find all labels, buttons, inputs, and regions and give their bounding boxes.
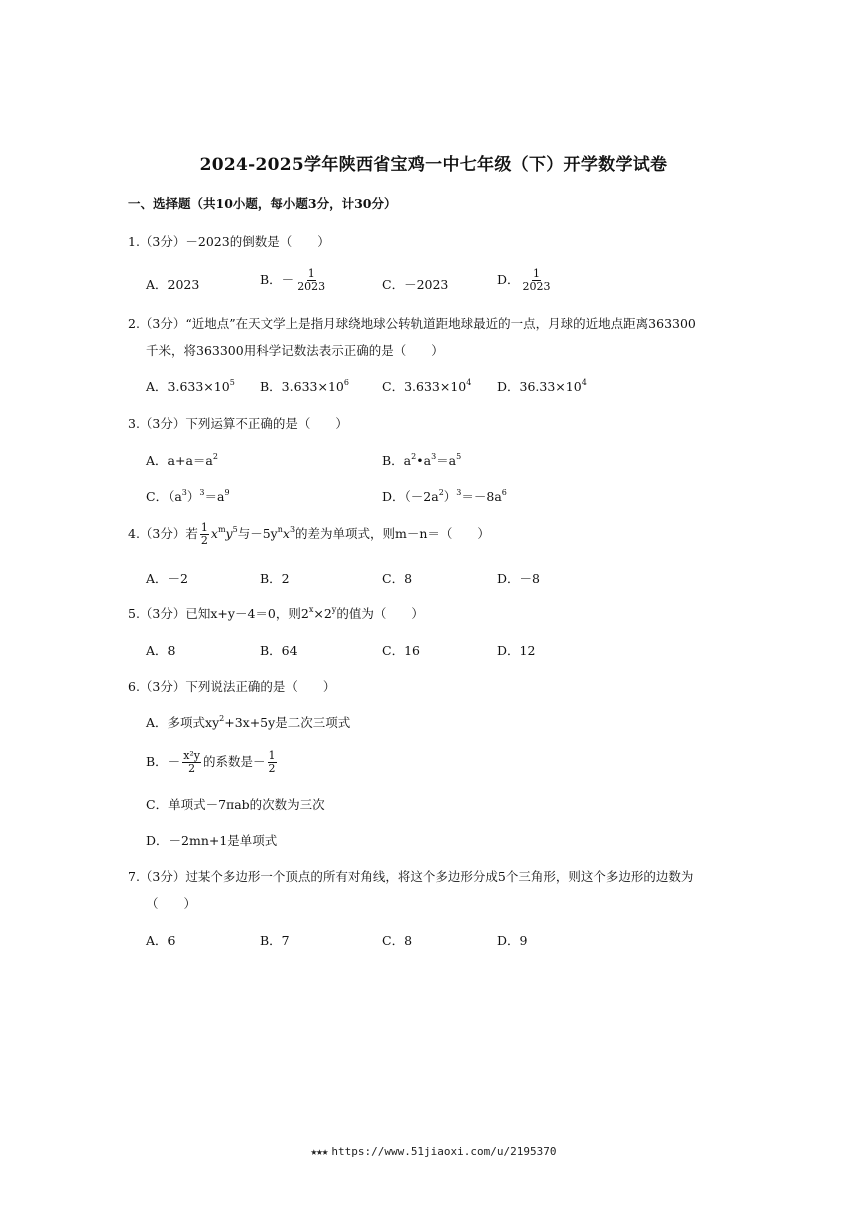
q5-option-c: C．16 [382, 643, 420, 658]
footer-url[interactable]: https://www.51jiaoxi.com/u/2195370 [331, 1145, 557, 1158]
page-title: 2024-2025学年陕西省宝鸡一中七年级（下）开学数学试卷 [199, 155, 668, 175]
q2-option-c: C．$3.633\times 10^4$ [382, 378, 472, 394]
q1-option-b: B．－ $\frac{1}{2023}$ [260, 267, 326, 293]
question-3-stem: 3.（3分）下列运算不正确的是（ ） [128, 416, 348, 431]
q7-option-b: B．7 [260, 933, 290, 948]
question-5-stem: 5.（3分）已知x+y－4＝0，则$2^x\times 2^y$的值为（ ） [128, 605, 424, 621]
question-1-stem: 1.（3分）－2023的倒数是（ ） [128, 234, 330, 249]
q6-option-a: A．多项式$xy^2+3x+5y$是二次三项式 [146, 714, 351, 730]
question-6-stem: 6.（3分）下列说法正确的是（ ） [128, 679, 336, 694]
q7-option-d: D．9 [497, 933, 528, 948]
q6-option-c: C．单项式－7πab的次数为三次 [146, 797, 325, 812]
question-4-stem: 4.（3分）若 $\frac{1}{2}$ $x^my^5$与$-5y^nx^3$的差为单项式，则m－n＝（ ） [128, 521, 490, 547]
q2-option-b: B．$3.633\times 10^6$ [260, 378, 349, 394]
q1-option-a: A．2023 [146, 277, 200, 292]
q4-option-a: A．－2 [146, 571, 188, 586]
q3-option-a: A．$a+a=a^2$ [146, 452, 218, 468]
q2-option-d: D．$36.33\times 10^4$ [497, 378, 587, 394]
q4-option-d: D．－8 [497, 571, 540, 586]
section-heading: 一、选择题（共10小题，每小题3分，计30分） [128, 196, 397, 211]
question-2-stem-line1: 2.（3分）“近地点”在天文学上是指月球绕地球公转轨道距地球最近的一点，月球的近地点距离363300 [128, 316, 696, 331]
q7-option-c: C．8 [382, 933, 413, 948]
q4-option-b: B．2 [260, 571, 290, 586]
q4-option-c: C．8 [382, 571, 413, 586]
q5-option-b: B．64 [260, 643, 298, 658]
footer-stars: ★★★ [310, 1145, 328, 1158]
footer-watermark [0, 1145, 867, 1158]
q1-option-d: D． $\frac{1}{2023}$ [497, 267, 551, 293]
q3-option-b: B．$a^2•a^3=a^5$ [382, 452, 462, 468]
q7-option-a: A．6 [146, 933, 176, 948]
q3-option-c: C．$(a^3)^3=a^9$ [146, 488, 230, 504]
question-2-stem-line2: 千米，将363300用科学记数法表示正确的是（ ） [146, 343, 444, 358]
q6-option-b: B．－ $\frac{\text{x²y}}{2}$ 的系数是－ $\frac{1}{2}$ [146, 749, 276, 775]
q2-option-a: A．$3.633\times 10^5$ [146, 378, 235, 394]
q1-option-c: C．－2023 [382, 277, 449, 292]
q6-option-d: D．－2mn+1是单项式 [146, 833, 278, 848]
question-7-stem-line1: 7.（3分）过某个多边形一个顶点的所有对角线，将这个多边形分成5个三角形，则这个多边形的边数为 [128, 869, 694, 884]
q5-option-a: A．8 [146, 643, 176, 658]
q3-option-d: D．$(-2a^2)^3=-8a^6$ [382, 488, 507, 504]
question-7-stem-line2: （ ） [146, 896, 197, 911]
q5-option-d: D．12 [497, 643, 536, 658]
